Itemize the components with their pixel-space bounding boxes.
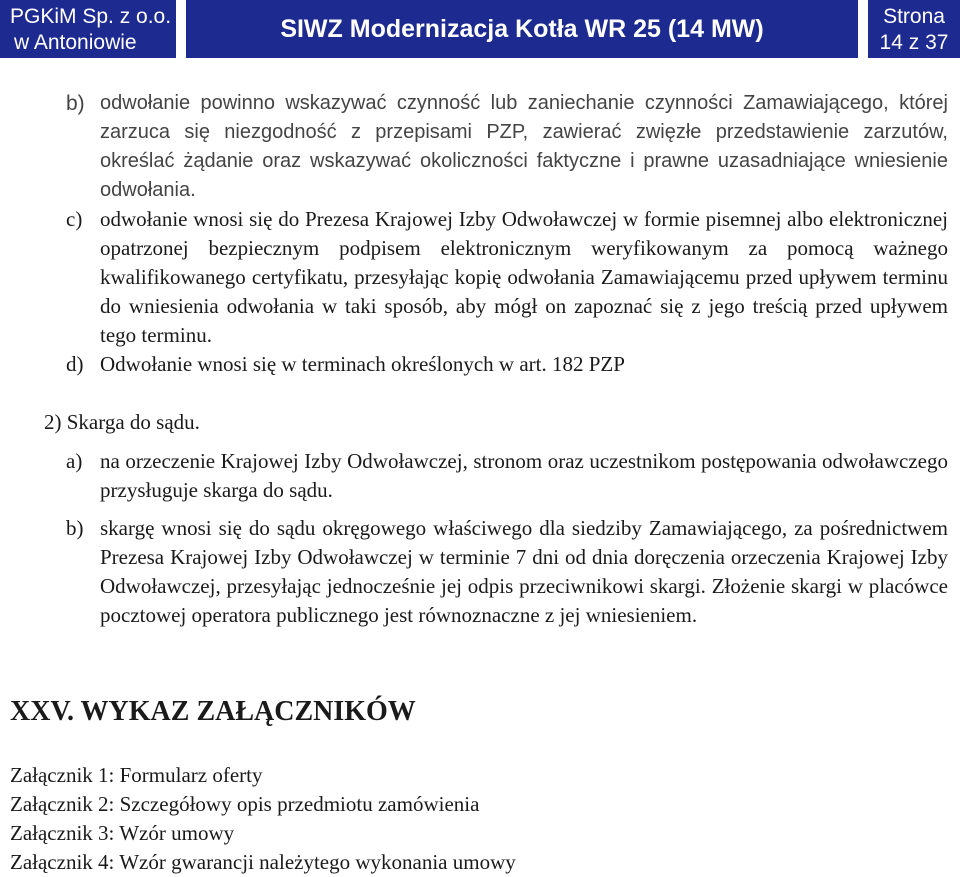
paragraph-b-objection-content: odwołanie powinno wskazywać czynność lub zaniechanie czynności Zamawiającego, której zarzuca się niezgodność z przepisami PZP, zawierać zwięzłe przedstawienie zarzutów, określać żądanie oraz wskazywać okoliczności faktyczne i prawne uzasadniające wniesienie odwołania. (100, 92, 948, 201)
attachment-item: Załącznik 2: Szczegółowy opis przedmiotu zamówienia (10, 792, 480, 816)
paragraph-c-objection-filing: odwołanie wnosi się do Prezesa Krajowej Izby Odwoławczej w formie pisemnej albo elektronicznej opatrzonej bezpiecznym podpisem elektronicznym weryfikowanym za pomocą ważnego kwalifikowanego certyfikatu, przesyłając kopię odwołania Zamawiającemu przed upływem terminu do wniesienia odwołania w taki sposób, aby mógł on zapoznać się z jego treścią przed upływem tego terminu. (100, 207, 948, 347)
company-location: w Antoniowie (14, 31, 137, 54)
section-heading-attachments: XXV. WYKAZ ZAŁĄCZNIKÓW (10, 696, 416, 727)
page-number-box (868, 0, 960, 58)
list-marker: c) (66, 207, 83, 231)
paragraph-d-objection-deadline: Odwołanie wnosi się w terminach określonych w art. 182 PZP (100, 352, 625, 376)
page-label: Strona (883, 5, 945, 28)
page-header (0, 0, 960, 62)
document-title: SIWZ Modernizacja Kotła WR 25 (14 MW) (186, 0, 858, 58)
list-marker: d) (66, 352, 84, 376)
company-box (0, 0, 176, 58)
attachment-item: Załącznik 4: Wzór gwarancji należytego wykonania umowy (10, 850, 516, 874)
company-name: PGKiM Sp. z o.o. (10, 5, 172, 28)
list-marker: a) (66, 449, 83, 473)
paragraph-b-complaint-filing: skargę wnosi się do sądu okręgowego właściwego dla siedziby Zamawiającego, za pośrednictwem Prezesa Krajowej Izby Odwoławczej w terminie 7 dni od dnia doręczenia orzeczenia Krajowej Izby Odwoławczej, przesyłając jednocześnie jej odpis przeciwnikowi skargi. Złożenie skargi w placówce pocztowej operatora publicznego jest równoznaczne z jej wniesieniem. (100, 516, 948, 627)
page-number: 14 z 37 (879, 31, 949, 54)
list-marker: b) (66, 516, 84, 540)
section-complaint-title: 2) Skarga do sądu. (44, 410, 200, 434)
attachment-item: Załącznik 3: Wzór umowy (10, 821, 235, 845)
paragraph-a-complaint-right: na orzeczenie Krajowej Izby Odwoławczej, stronom oraz uczestnikom postępowania odwoławczego przysługuje skarga do sądu. (100, 449, 948, 502)
list-marker: b) (66, 92, 85, 115)
attachment-item: Załącznik 1: Formularz oferty (10, 763, 263, 787)
